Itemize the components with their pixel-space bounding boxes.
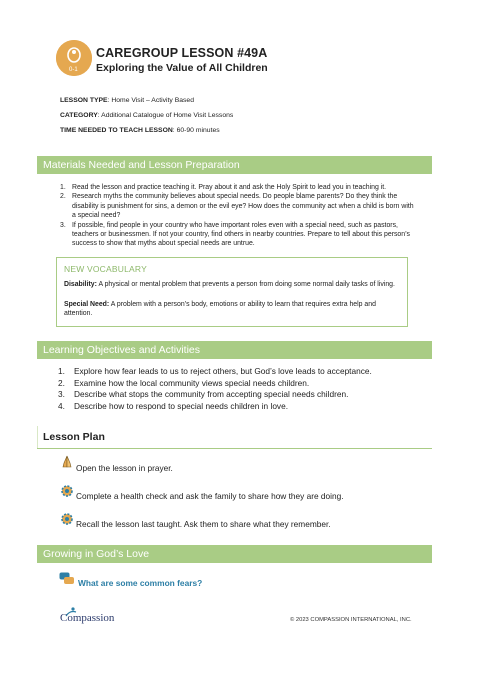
list-number: 2. xyxy=(60,193,66,201)
list-number: 3. xyxy=(60,221,66,229)
lesson-type-value: : Home Visit – Activity Based xyxy=(107,97,194,104)
vocabulary-disability xyxy=(64,280,400,289)
list-item-text: Explore how fear leads to us to reject others, but God’s love leads to acceptance. xyxy=(74,366,372,376)
materials-list xyxy=(56,183,418,249)
list-item xyxy=(58,366,438,378)
lesson-step: Complete a health check and ask the family to share how they are doing. xyxy=(76,491,344,501)
lesson-step: Recall the lesson last taught. Ask them to share what they remember. xyxy=(76,519,331,529)
category-line xyxy=(60,112,233,119)
list-item xyxy=(56,183,418,192)
gear-icon xyxy=(60,512,74,526)
list-number: 1. xyxy=(58,366,65,376)
time-line xyxy=(60,127,220,134)
list-item xyxy=(58,389,438,401)
category-value: : Additional Catalogue of Home Visit Lessons xyxy=(97,112,234,119)
svg-text:0-1: 0-1 xyxy=(69,67,78,73)
list-item-text: Describe how to respond to special needs children in love. xyxy=(74,400,288,411)
vocabulary-term: Special Need: xyxy=(64,301,110,308)
chat-bubbles-icon xyxy=(59,572,75,586)
caregroup-logo-icon xyxy=(56,40,92,76)
lesson-plan-heading: Lesson Plan xyxy=(43,431,105,443)
list-number: 1. xyxy=(60,184,66,191)
list-item-text: Describe what stops the community from accepting special needs children. xyxy=(74,389,349,400)
list-number: 4. xyxy=(58,400,65,411)
lesson-subtitle: Exploring the Value of All Children xyxy=(96,62,268,74)
list-item xyxy=(56,192,418,220)
growing-heading: Growing in God’s Love xyxy=(37,545,432,563)
list-item xyxy=(56,221,418,249)
list-item-text: Read the lesson and practice teaching it. Pray about it and ask the Holy Spirit to lead you in teaching it. xyxy=(72,184,387,191)
lesson-title: CAREGROUP LESSON #49A xyxy=(96,46,268,60)
list-item-text: If possible, find people in your country who have important roles even with a special need, such as pastors, teachers or businessmen. If not your country, find others in nearby countries. Prepare to tell about this person’s success to show that myths about special needs are untrue. xyxy=(72,221,410,248)
divider xyxy=(37,448,432,449)
list-item-text: Research myths the community believes about special needs. Do people blame parents? Do they think the disability is punishment for sins, a demon or the evil eye? How does the community act when a child is born with a special need? xyxy=(72,193,414,220)
lesson-step: Open the lesson in prayer. xyxy=(76,463,173,473)
copyright: © 2023 COMPASSION INTERNATIONAL, INC. xyxy=(290,617,412,623)
category-label: CATEGORY xyxy=(60,112,98,119)
vocabulary-definition: A physical or mental problem that prevents a person from doing some normal daily tasks of living. xyxy=(96,281,395,288)
time-value: : 60-90 minutes xyxy=(172,127,220,134)
list-item xyxy=(58,378,438,390)
lesson-type-line xyxy=(60,97,194,104)
list-number: 3. xyxy=(58,389,65,400)
lesson-type-label: LESSON TYPE xyxy=(60,97,108,104)
vocabulary-term: Disability: xyxy=(64,281,97,288)
vocabulary-special-need xyxy=(64,300,400,319)
list-item xyxy=(58,401,438,413)
materials-heading: Materials Needed and Lesson Preparation xyxy=(37,156,432,174)
objectives-heading: Learning Objectives and Activities xyxy=(37,341,432,359)
objectives-list xyxy=(58,366,438,412)
vocabulary-definition: A problem with a person’s body, emotions or ability to learn that requires extra help and attention. xyxy=(64,301,376,318)
gear-icon xyxy=(60,484,74,498)
list-item-text: Examine how the local community views special needs children. xyxy=(74,377,310,388)
praying-hands-icon xyxy=(60,455,74,469)
vocabulary-heading: NEW VOCABULARY xyxy=(64,264,147,274)
discussion-question: What are some common fears? xyxy=(78,578,203,588)
list-number: 2. xyxy=(58,377,65,388)
brand-name: Compassion xyxy=(60,612,115,624)
time-label: TIME NEEDED TO TEACH LESSON xyxy=(60,127,173,134)
divider xyxy=(37,426,38,448)
